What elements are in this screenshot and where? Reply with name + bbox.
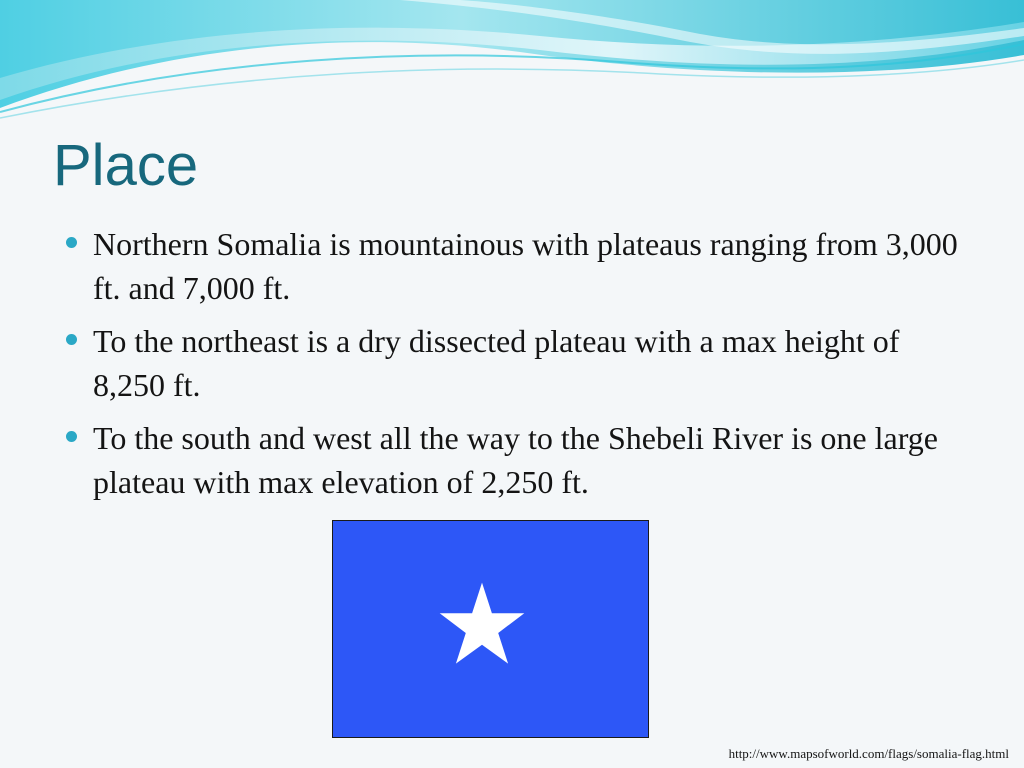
slide-title: Place <box>53 133 199 198</box>
bullet-text: Northern Somalia is mountainous with plateaus ranging from 3,000 ft. and 7,000 ft. <box>93 226 958 306</box>
bullet-text: To the northeast is a dry dissected plateau with a max height of 8,250 ft. <box>93 323 900 403</box>
bullet-item <box>66 222 966 310</box>
bullet-text: To the south and west all the way to the Shebeli River is one large plateau with max elevation of 2,250 ft. <box>93 420 938 500</box>
bullet-item <box>66 319 966 407</box>
header-wave-decoration <box>0 0 1024 130</box>
bullet-item <box>66 416 966 504</box>
bullet-dot-icon <box>66 431 77 442</box>
bullet-list <box>66 222 966 513</box>
white-star-icon <box>437 579 527 669</box>
somalia-flag-image <box>332 520 649 738</box>
image-source-url: http://www.mapsofworld.com/flags/somalia-flag.html <box>728 746 1009 761</box>
bullet-dot-icon <box>66 237 77 248</box>
bullet-dot-icon <box>66 334 77 345</box>
